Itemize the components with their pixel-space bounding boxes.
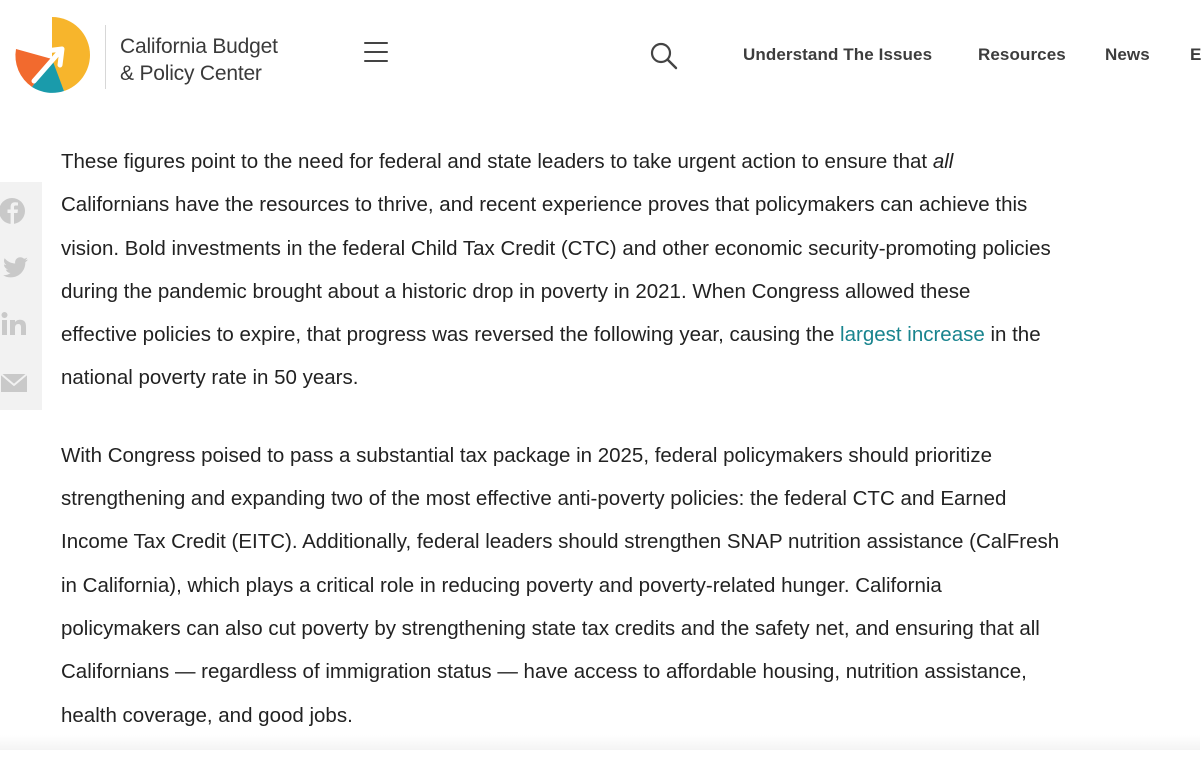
paragraph-1-text-b: Californians have the resources to thrive, and recent experience proves that policymakers can achieve this vision. Bold investments in the federal Child Tax Credit (CTC) and other economic security-promoting policies during the pandemic brought about a historic drop in poverty in 2021. When Congress allowed these effective policies to expire, that progress was reversed the following year, causing the xyxy=(61,193,1051,347)
brand-name[interactable] xyxy=(120,33,278,87)
site-header xyxy=(0,0,1200,112)
largest-increase-link[interactable]: largest increase xyxy=(840,323,985,347)
search-icon[interactable] xyxy=(650,42,678,70)
email-icon[interactable] xyxy=(0,368,30,398)
facebook-icon[interactable] xyxy=(0,196,30,226)
twitter-icon[interactable] xyxy=(0,252,30,282)
article-body xyxy=(61,140,1171,771)
paragraph-1-text-c: in the national poverty rate in 50 years. xyxy=(61,323,1041,390)
page-bottom-fade xyxy=(0,735,1200,750)
nav-understand-the-issues[interactable]: Understand The Issues xyxy=(743,45,933,64)
nav-news[interactable]: News xyxy=(1105,45,1150,64)
hamburger-menu-icon[interactable] xyxy=(364,42,388,64)
paragraph-1-text-a: These figures point to the need for federal and state leaders to take urgent action to ensure that xyxy=(61,150,933,173)
emphasis-all: all xyxy=(932,150,954,173)
linkedin-icon[interactable] xyxy=(0,310,30,340)
cbpc-logo-icon[interactable] xyxy=(12,15,92,95)
brand-line-2: & Policy Center xyxy=(120,62,262,85)
nav-item-truncated[interactable]: E xyxy=(1190,45,1201,64)
nav-resources[interactable]: Resources xyxy=(978,45,1066,64)
share-bar xyxy=(0,182,42,410)
article-paragraph-1 xyxy=(61,140,1171,400)
logo-divider xyxy=(105,25,106,89)
brand-line-1: California Budget xyxy=(120,35,278,58)
article-paragraph-2: With Congress poised to pass a substantial tax package in 2025, federal policymakers should prioritize strengthening and expanding two of the most effective anti-poverty policies: the federal CTC and Earned Income Tax Credit (EITC). Additionally, federal leaders should strengthen SNAP nutrition assistance (CalFresh in California), which plays a critical role in reducing poverty and poverty-related hunger. California policymakers can also cut poverty by strengthening state tax credits and the safety net, and ensuring that all Californians — regardless of immigration status — have access to affordable housing, nutrition assistance, health coverage, and good jobs. xyxy=(61,443,1060,727)
